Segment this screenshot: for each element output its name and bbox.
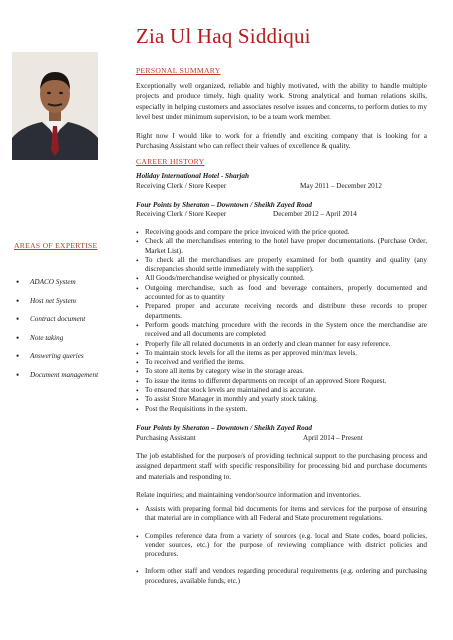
expertise-item: • Note taking	[14, 334, 98, 353]
duty-item: • To check all the merchandises are properly examined for both quantity and quality (any discrepancies should settle immediately with the supplier).	[136, 256, 427, 275]
job-position-line	[136, 434, 436, 442]
duty-item: • To received and verified the items.	[136, 358, 427, 367]
duty-item: • Outgoing merchandise, such as food and beverage containers, properly documented and accounted for as to quantity	[136, 284, 427, 303]
job-employer: Holiday International Hotel - Sharjah	[136, 172, 250, 180]
expertise-item: • Contract document	[14, 315, 98, 334]
summary-paragraph: Right now I would like to work for a friendly and exciting company that is looking for a Purchasing Assistant who can reflect their values of excellence & quality.	[136, 131, 427, 151]
profile-photo	[12, 52, 98, 160]
job-dates: December 2012 – April 2014	[273, 210, 357, 218]
summary-paragraph: Exceptionally well organized, reliable and highly motivated, with the ability to handle multiple projects and produce timely, high quality work. Strong analytical and human relations skills, especially in helping customers and associates resolve issues and concerns, to perform duties to my level best under minimum supervision, to be a team work member.	[136, 81, 427, 121]
expertise-list	[14, 278, 98, 389]
duty-item: • To ensured that stock levels are maintained and is accurate.	[136, 386, 427, 395]
personal-summary-heading: PERSONAL SUMMARY	[136, 66, 221, 75]
duty-item: • To issue the items to different departments on receipt of an approved Store Request.	[136, 377, 427, 386]
portrait-image	[12, 52, 98, 160]
job-position: Receiving Clerk / Store Keeper	[136, 210, 227, 218]
expertise-item: • ADACO System	[14, 278, 98, 297]
expertise-item: • Answering queries	[14, 352, 98, 371]
duty-item: • Check all the merchandises entering to the hotel have proper documentations. (Purchase Order, Market List).	[136, 237, 427, 256]
duty-item: • Properly file all related documents in an orderly and clean manner for easy reference.	[136, 340, 427, 349]
duty-item: • To store all items by category wise in the storage areas.	[136, 367, 427, 376]
duty-item: • Prepared proper and accurate receiving records and distribute these records to proper departments.	[136, 302, 427, 321]
purchasing-intro-paragraph: The job established for the purpose/s of providing technical support to the purchasing process and assigned department staff with specific responsibility for processing bid and purchase documents and materials and responding to.	[136, 451, 427, 481]
job-position: Receiving Clerk / Store Keeper	[136, 182, 227, 190]
job-dates: April 2014 – Present	[303, 434, 363, 442]
purchasing-intro-paragraph: Relate inquiries; and maintaining vendor/source information and inventories.	[136, 490, 361, 499]
job-position-line	[136, 210, 436, 218]
receiving-duties-list	[136, 228, 427, 414]
job-employer: Four Points by Sheraton – Downtown / Sheikh Zayed Road	[136, 424, 312, 432]
duty-item: • Perform goods matching procedure with the records in the System once the merchandise are received and all documents are completed	[136, 321, 427, 340]
candidate-name: Zia Ul Haq Siddiqui	[136, 24, 311, 48]
job-employer: Four Points by Sheraton – Downtown / Sheikh Zayed Road	[136, 201, 312, 209]
duty-item: • To assist Store Manager in monthly and yearly stock taking.	[136, 395, 427, 404]
duty-item: • All Goods/merchandise weighed or physically counted.	[136, 274, 427, 283]
career-history-heading: CAREER HISTORY	[136, 157, 205, 166]
purchasing-duty-item: • Assists with preparing formal bid documents for items and services for the purpose of ensuring that material are in compliance with all Federal and State procurement regulations.	[136, 505, 427, 524]
duty-item: • To maintain stock levels for all the items as per approved min/max levels.	[136, 349, 427, 358]
purchasing-duties-list	[136, 505, 427, 594]
job-position-line	[136, 182, 436, 190]
duty-item: • Receiving goods and compare the price invoiced with the price quoted.	[136, 228, 427, 237]
job-position: Purchasing Assistant	[136, 434, 196, 442]
areas-of-expertise-heading: AREAS OF EXPERTISE	[14, 241, 98, 250]
expertise-item: • Document management	[14, 371, 98, 390]
purchasing-duty-item: • Inform other staff and vendors regarding procedural requirements (e.g. ordering and purchasing procedures, available funds, etc.)	[136, 567, 427, 586]
purchasing-duty-item: • Compiles reference data from a variety of sources (e.g. local and State codes, board policies, vender sources, etc.) for the purpose of reviewing compliance with district policies and procedures.	[136, 532, 427, 560]
duty-item: • Post the Requisitions in the system.	[136, 405, 427, 414]
job-dates: May 2011 – December 2012	[300, 182, 382, 190]
expertise-item: • Host net System	[14, 297, 98, 316]
